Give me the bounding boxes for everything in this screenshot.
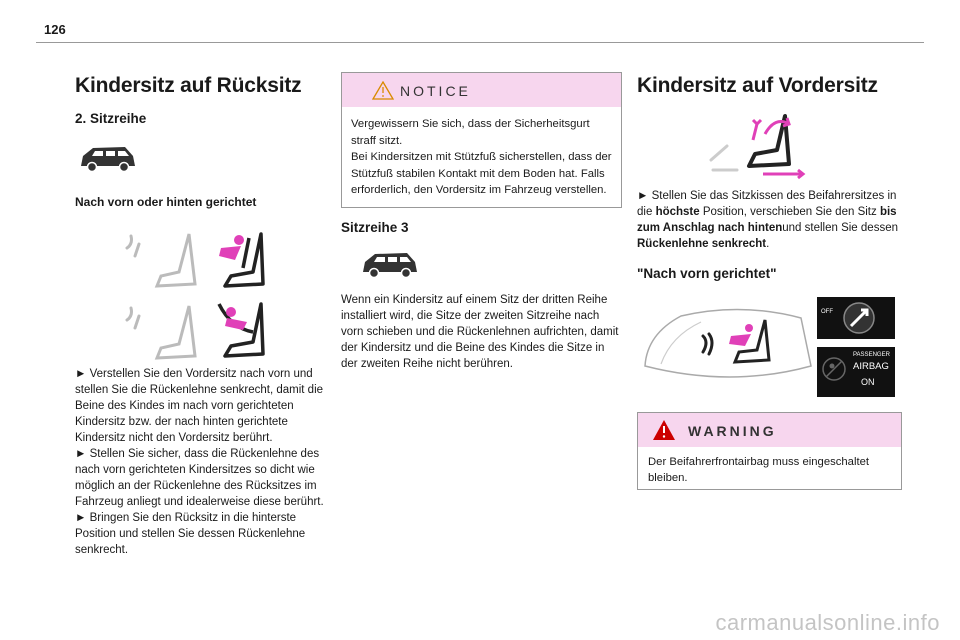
front-instruction-text-2: Position, verschieben Sie den Sitz (702, 206, 877, 218)
switch-off-label: OFF (821, 309, 833, 315)
left-instructions (75, 366, 337, 558)
bullet-marker: ► (75, 368, 87, 380)
instruction-1-text: Verstellen Sie den Vordersitz nach vorn und stellen Sie die Rückenlehne senkrecht, damit die Beine des Kindes im nach vorn gerichteten Kindersitz bzw. der nach hinten gerichtete Kindersitz nicht den Vordersitz berührt. (75, 368, 324, 444)
instruction-3-text: Bringen Sie den Rücksitz in die hinterste Position und stellen Sie dessen Rückenlehne senkrecht. (75, 512, 306, 556)
airbag-label: AIRBAG (853, 361, 889, 372)
front-instruction (637, 188, 899, 252)
section-title-front: Kindersitz auf Vordersitz (637, 74, 878, 97)
warning-title: WARNING (688, 423, 777, 439)
section-title-rear: Kindersitz auf Rücksitz (75, 74, 302, 97)
row3-heading: Sitzreihe 3 (341, 220, 409, 235)
notice-title: NOTICE (400, 83, 471, 99)
instruction-2 (75, 446, 337, 510)
warning-header (638, 413, 901, 447)
notice-triangle-icon (372, 81, 394, 100)
car-side-icon (79, 144, 137, 174)
page-number: 126 (44, 22, 66, 37)
footer-watermark: carmanualsonline.info (715, 610, 940, 635)
car-side-icon (361, 250, 419, 280)
row2-heading: 2. Sitzreihe (75, 111, 147, 126)
airbag-passenger-label: PASSENGER (853, 352, 890, 358)
airbag-state: ON (861, 377, 875, 387)
warning-text: Der Beifahrerfrontairbag muss eingeschaltet bleiben. (648, 456, 870, 484)
instruction-2-text: Stellen Sie sicher, dass die Rückenlehne des nach vorn gerichteten Kindersitzes so dicht wie möglich an der Rückenlehne des Rücksitzes im Fahrzeug anliegt und idealerweise diese berührt. (75, 448, 324, 508)
front-instruction-text-1: Stellen Sie das Sitzkissen des Beifahrersitzes in die (637, 190, 897, 218)
front-instruction-bold-3: Rückenlehne senkrecht (637, 238, 767, 250)
child-seat-rearward-icon (121, 298, 271, 362)
front-instruction-bold-2: bis zum Anschlag nach hinten (637, 206, 897, 234)
child-seat-forward-icon (121, 226, 271, 290)
notice-text-2: Bei Kindersitzen mit Stützfuß sicherstellen, dass der Stützfuß stabilen Kontakt mit dem Boden hat. Falls erforderlich, den Vordersitz im Fahrzeug verstellen. (351, 151, 612, 196)
orientation-heading: Nach vorn oder hinten gerichtet (75, 195, 257, 209)
bullet-marker: ► (637, 190, 649, 202)
airbag-indicator-icon (817, 347, 895, 397)
row3-text: Wenn ein Kindersitz auf einem Sitz der dritten Reihe installiert wird, die Sitze der zweiten Sitzreihe nach vorn schieben und die Rückenlehnen aufrichten, damit der Kindersitz und die Beine des Kindes die Sitze in der zweiten Reihe nicht berühren. (341, 294, 619, 370)
notice-box (341, 72, 622, 208)
header-rule (36, 42, 924, 43)
airbag-switch-icon (817, 297, 895, 339)
instruction-1 (75, 366, 337, 446)
notice-text-1: Vergewissern Sie sich, dass der Sicherheitsgurt straff sitzt. (351, 118, 590, 147)
warning-triangle-icon (652, 419, 676, 441)
warning-box (637, 412, 902, 490)
front-instruction-text-3: und stellen Sie dessen (782, 222, 898, 234)
front-instruction-bold-1: höchste (655, 206, 700, 218)
notice-header (342, 73, 621, 107)
car-interior-icon (641, 306, 819, 392)
front-instruction-end: . (766, 238, 770, 250)
notice-body (342, 107, 621, 208)
seat-adjust-icon (703, 110, 813, 180)
bullet-marker: ► (75, 512, 87, 524)
instruction-3 (75, 510, 337, 558)
forward-heading: "Nach vorn gerichtet" (637, 266, 777, 281)
bullet-marker: ► (75, 448, 87, 460)
